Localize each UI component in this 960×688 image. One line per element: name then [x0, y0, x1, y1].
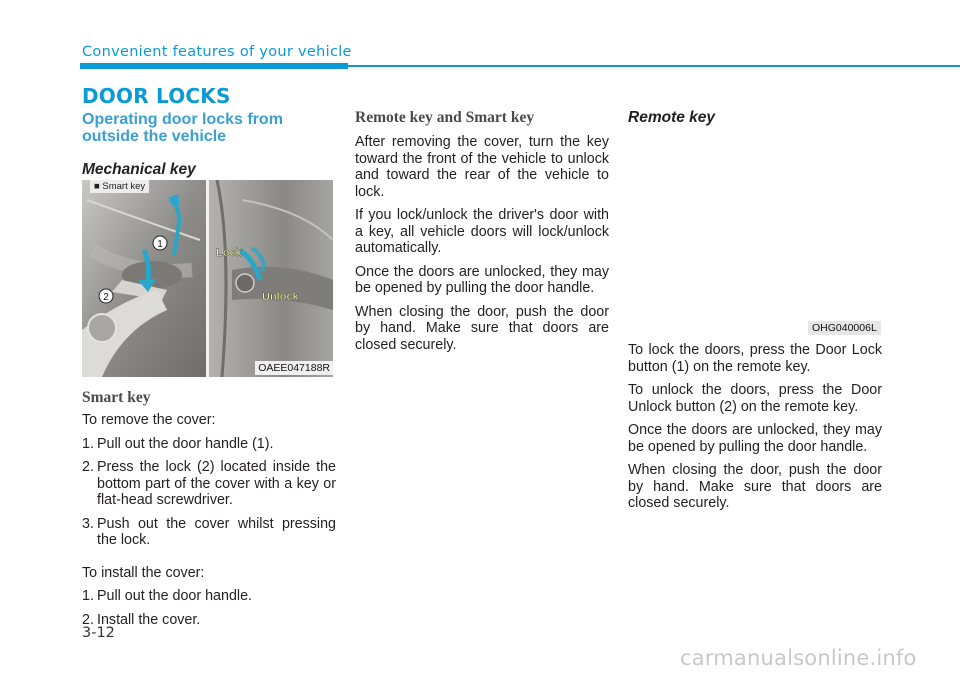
- column-1: [82, 108, 336, 179]
- paragraph: After removing the cover, turn the key toward the front of the vehicle to unlock and toward the rear of the vehicle to lock.: [355, 134, 609, 200]
- paragraph: Once the doors are unlocked, they may be opened by pulling the door handle.: [355, 263, 609, 296]
- unlock-label: Unlock: [262, 291, 299, 303]
- remove-intro: To remove the cover:: [82, 412, 216, 428]
- running-header: Convenient features of your vehicle: [82, 44, 352, 60]
- list-item: [82, 459, 336, 509]
- list-number: 1.: [82, 435, 94, 452]
- install-intro: To install the cover:: [82, 564, 205, 581]
- header-rule-accent: [80, 63, 348, 69]
- column-3: [628, 108, 882, 127]
- column-1-lower: [82, 389, 336, 635]
- remote-smart-key-heading: Remote key and Smart key: [355, 109, 535, 126]
- lock-label: Lock: [216, 247, 242, 259]
- paragraph: Once the doors are unlocked, they may be opened by pulling the door handle.: [628, 422, 882, 455]
- list-number: 1.: [82, 588, 94, 604]
- section-title: DOOR LOCKS: [82, 84, 231, 108]
- list-number: 3.: [82, 515, 94, 532]
- callout-1: 1: [157, 239, 163, 250]
- list-text: Press the lock (2) located inside the bottom part of the cover with a key or flat-head screwdriver.: [97, 459, 336, 508]
- door-lock-figure: [82, 180, 333, 377]
- list-number: 2.: [82, 611, 94, 628]
- paragraph: When closing the door, push the door by hand. Make sure that doors are closed securely.: [628, 462, 882, 511]
- list-text: Pull out the door handle (1).: [97, 435, 274, 452]
- list-item: [82, 436, 336, 453]
- figure-tag: ■ Smart key: [90, 180, 149, 193]
- column-3-text: [628, 342, 882, 519]
- paragraph: To lock the doors, press the Door Lock button (1) on the remote key.: [628, 342, 882, 375]
- list-number: 2.: [82, 459, 94, 475]
- door-lock-illustration: [82, 180, 333, 377]
- subsection-heading: Operating door locks from outside the vehicle: [82, 111, 283, 145]
- figure-code: OHG040006L: [808, 321, 881, 335]
- watermark: carmanualsonline.info: [680, 646, 917, 670]
- list-item: [82, 588, 336, 605]
- list-item: [82, 612, 336, 629]
- list-text: Push out the cover whilst pressing the lock.: [97, 515, 336, 548]
- paragraph: If you lock/unlock the driver's door with a key, all vehicle doors will lock/unlock automatically.: [355, 207, 609, 256]
- page-number: 3-12: [82, 625, 115, 641]
- callout-2: 2: [103, 292, 109, 303]
- list-text: Pull out the door handle.: [97, 588, 252, 604]
- list-item: [82, 516, 336, 549]
- figure-code: OAEE047188R: [255, 361, 333, 375]
- smart-key-heading: Smart key: [82, 389, 151, 406]
- column-2: [355, 108, 609, 360]
- paragraph: When closing the door, push the door by hand. Make sure that doors are closed securely.: [355, 303, 609, 353]
- paragraph: To unlock the doors, press the Door Unlock button (2) on the remote key.: [628, 382, 882, 415]
- list-text: Install the cover.: [97, 611, 201, 628]
- mechanical-key-heading: Mechanical key: [82, 161, 196, 178]
- remote-key-heading: Remote key: [628, 109, 716, 126]
